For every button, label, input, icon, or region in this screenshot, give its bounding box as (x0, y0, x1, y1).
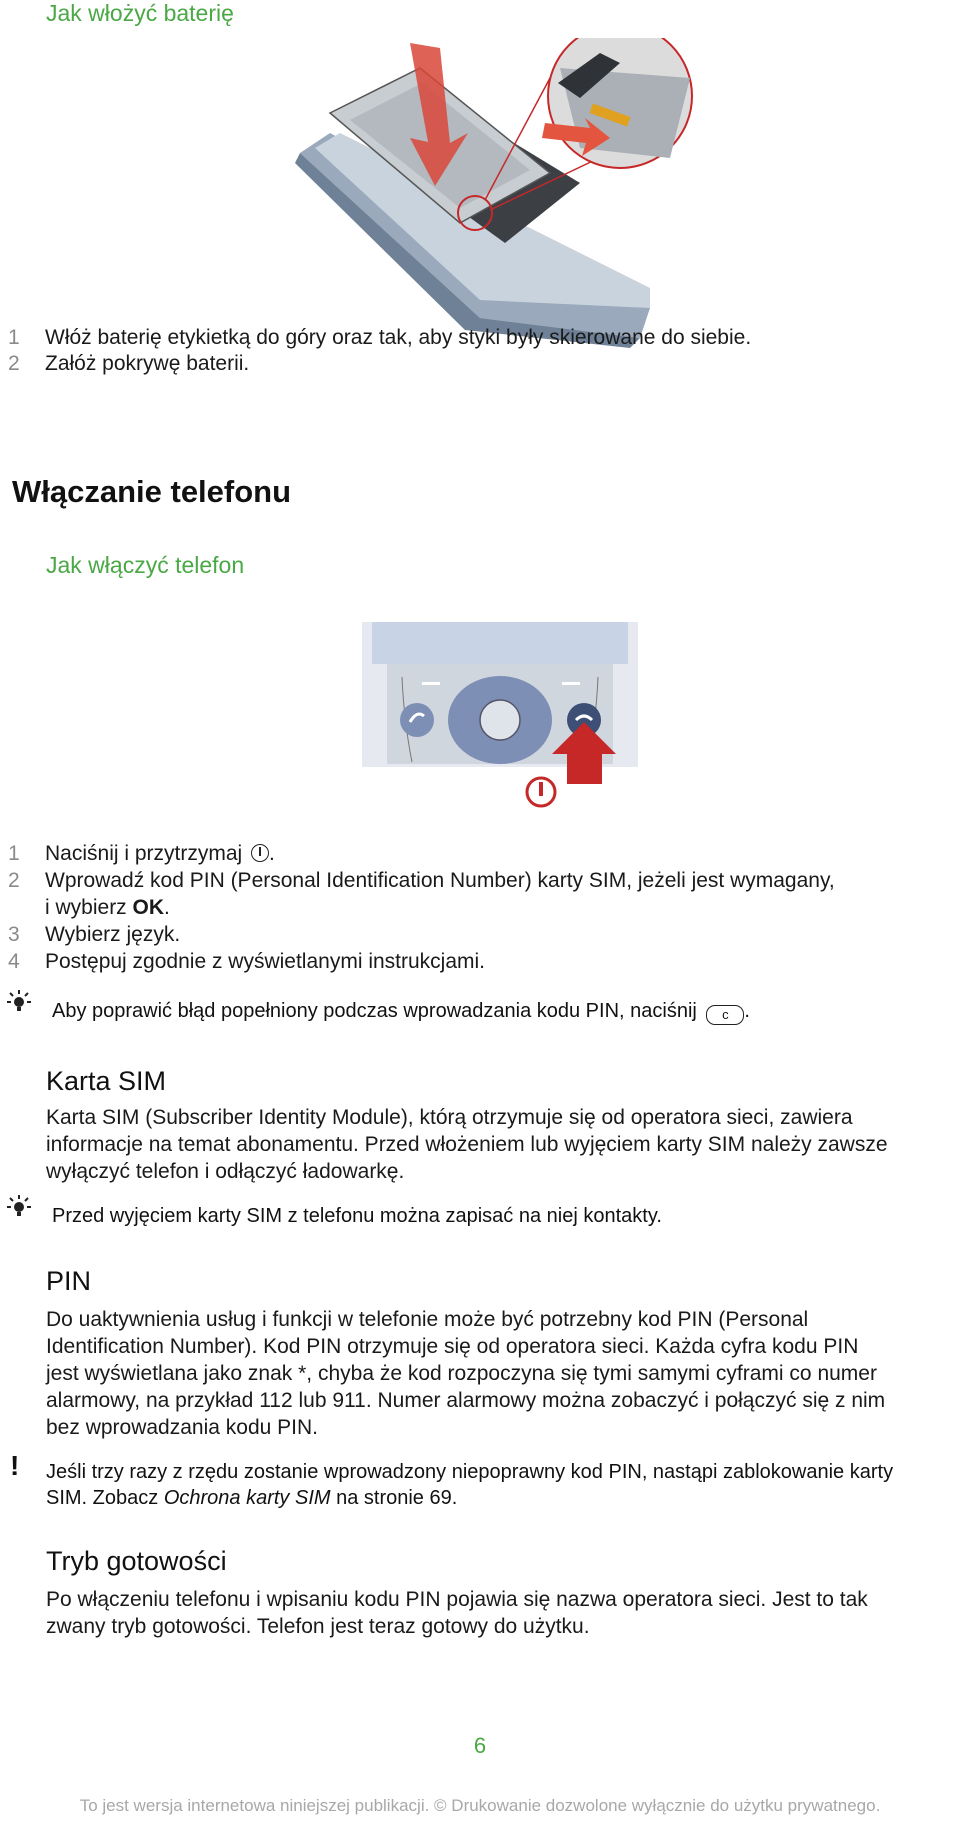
warning-line-2 (46, 1485, 893, 1511)
battery-step-2 (8, 350, 249, 377)
step-number: 2 (8, 352, 20, 375)
phone-keypad-illustration (362, 622, 642, 812)
warning-prefix: SIM. Zobacz (46, 1487, 164, 1509)
battery-heading: Jak włożyć baterię (46, 0, 234, 26)
standby-title: Tryb gotowości (46, 1546, 227, 1576)
step-text: Postępuj zgodnie z wyświetlanymi instrukcjami. (45, 950, 486, 973)
c-key-icon: c (706, 1005, 744, 1025)
tip-end: . (744, 1000, 750, 1022)
pin-line: alarmowy, na przykład 112 lub 911. Numer alarmowy można zobaczyć i połączyć się z nim (46, 1389, 886, 1412)
power-step-1: 1 Naciśnij i przytrzymaj . (8, 842, 275, 865)
pin-paragraph (46, 1306, 885, 1441)
standby-line: Po włączeniu telefonu i wpisaniu kodu PIN pojawia się nazwa operatora sieci. Jest to tak (46, 1588, 868, 1611)
sim-line: wyłączyć telefon i odłączyć ładowarkę. (46, 1160, 405, 1183)
sim-line: informacje na temat abonamentu. Przed włożeniem lub wyjęciem karty SIM należy zawsze (46, 1133, 888, 1156)
tip-text: Aby poprawić błąd popełniony podczas wprowadzania kodu PIN, naciśnij (52, 1000, 697, 1022)
step-text-cont: i wybierz (45, 896, 133, 919)
pin-line: Do uaktywnienia usług i funkcji w telefonie może być potrzebny kod PIN (Personal (46, 1308, 809, 1331)
power-step-3 (8, 921, 180, 948)
step-number: 4 (8, 950, 20, 973)
standby-paragraph (46, 1586, 868, 1640)
power-step-2 (8, 867, 835, 921)
pin-line: bez wprowadzania kodu PIN. (46, 1416, 318, 1439)
sim-contacts-tip: Przed wyjęciem karty SIM z telefonu można zapisać na niej kontakty. (52, 1205, 662, 1227)
step-number: 1 (8, 842, 20, 865)
warning-line: Jeśli trzy razy z rzędu zostanie wprowadzony niepoprawny kod PIN, nastąpi zablokowanie karty (46, 1461, 894, 1483)
pin-warning (46, 1459, 893, 1511)
warning-suffix: na stronie 69. (330, 1487, 458, 1509)
power-step-4 (8, 948, 485, 975)
warning-exclamation-icon: ! (10, 1450, 20, 1481)
pin-line: Identification Number). Kod PIN otrzymuje się od operatora sieci. Każda cyfra kodu PIN (46, 1335, 859, 1358)
pin-correction-tip (52, 1000, 750, 1025)
sim-line: Karta SIM (Subscriber Identity Module), którą otrzymuje się od operatora sieci, zawiera (46, 1106, 853, 1129)
ok-label: OK (132, 896, 165, 919)
step-text: Wybierz język. (45, 923, 181, 946)
step-text: Wprowadź kod PIN (Personal Identification Number) karty SIM, jeżeli jest wymagany, (45, 869, 835, 892)
standby-line: zwany tryb gotowości. Telefon jest teraz gotowy do użytku. (46, 1615, 590, 1638)
step-text: Załóż pokrywę baterii. (45, 352, 250, 375)
footer-note: To jest wersja internetowa niniejszej publikacji. © Drukowanie dozwolone wyłącznie do użytku prywatnego. (79, 1796, 881, 1815)
step-text: Włóż baterię etykietką do góry oraz tak, aby styki były skierowane do siebie. (45, 326, 752, 349)
power-on-title: Włączanie telefonu (12, 474, 292, 509)
sim-title: Karta SIM (46, 1066, 167, 1096)
lightbulb-tip-icon (4, 1195, 34, 1223)
battery-insert-illustration (290, 38, 710, 358)
pin-line: jest wyświetlana jako znak *, chyba że kod rozpoczyna się tymi samymi cyframi co numer (46, 1362, 877, 1385)
battery-step-1 (8, 324, 751, 351)
pin-title: PIN (46, 1266, 92, 1296)
step-number: 3 (8, 923, 20, 946)
step-number: 1 (8, 326, 20, 349)
page-number: 6 (473, 1733, 487, 1758)
step-text: Naciśnij i przytrzymaj (45, 842, 243, 865)
power-key-icon (251, 844, 269, 862)
lightbulb-tip-icon (4, 990, 34, 1018)
power-on-heading: Jak włączyć telefon (46, 552, 245, 578)
sim-paragraph (46, 1104, 888, 1185)
step-text-end: . (164, 896, 170, 919)
step-number: 2 (8, 869, 20, 892)
sim-protection-reference: Ochrona karty SIM (163, 1487, 331, 1509)
